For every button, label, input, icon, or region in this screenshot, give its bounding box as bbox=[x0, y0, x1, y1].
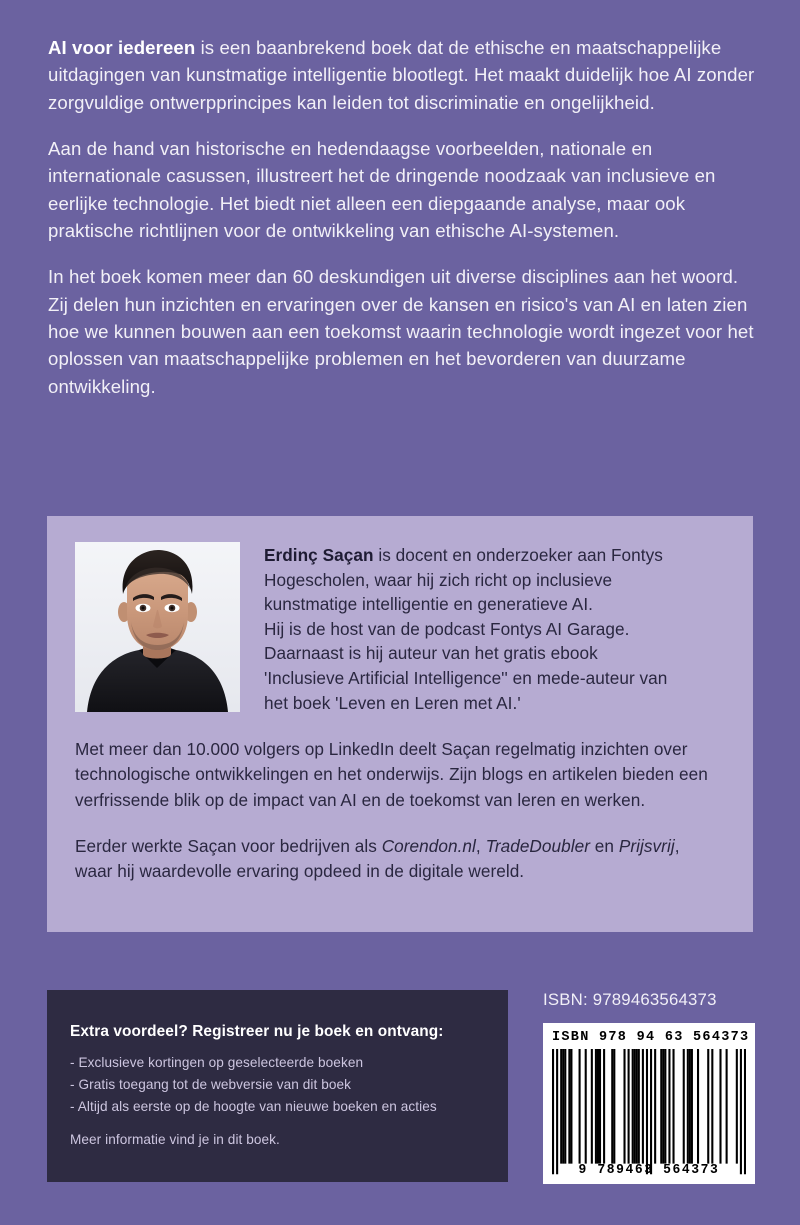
bio-companies-sep-2: en bbox=[589, 836, 619, 856]
author-name: Erdinç Saçan bbox=[264, 545, 374, 565]
blurb-paragraph-2: Aan de hand van historische en hedendaagse voorbeelden, nationale en internationale casussen, illustreert het de dringende noodzaak van inclusieve en eerlijke technologie. Het biedt niet alleen een diepgaande analyse, maar ook praktische richtlijnen voor de ontwikkeling van ethische AI-systemen. bbox=[48, 137, 716, 241]
blurb-paragraph-1 bbox=[48, 34, 756, 116]
bio-companies-paragraph bbox=[75, 834, 721, 885]
bio-intro-line-0: is docent en onderzoeker aan Fontys bbox=[373, 545, 663, 565]
bio-top-row bbox=[75, 542, 727, 715]
bio-companies-sep-1: , bbox=[475, 836, 486, 856]
promo-item-2: - Gratis toegang tot de webversie van dit boek bbox=[70, 1077, 351, 1093]
barcode-top-text: ISBN 978 94 63 564373 bbox=[552, 1030, 750, 1045]
bio-intro-line-2: kunstmatige intelligentie en generatieve AI. bbox=[264, 594, 593, 615]
author-bio-intro bbox=[264, 542, 727, 715]
blurb-paragraph-3: In het boek komen meer dan 60 deskundigen uit diverse disciplines aan het woord. Zij delen hun inzichten en ervaringen over de kansen en risico's van AI en laten zien hoe we kunnen bouwen aan een toekomst waarin technologie wordt ingezet voor het oplossen van maatschappelijke problemen en het bevorderen van duurzame ontwikkeling. bbox=[48, 266, 754, 397]
bio-companies-lead: Eerder werkte Saçan voor bedrijven als bbox=[75, 836, 382, 856]
svg-text:9 789463 564373: 9 789463 564373 bbox=[578, 1162, 720, 1178]
bio-intro-line-1: Hogescholen, waar hij zich richt op inclusieve bbox=[264, 569, 613, 590]
company-prijsvrij: Prijsvrij bbox=[618, 836, 675, 856]
bio-intro-line-3: Hij is de host van de podcast Fontys AI Garage. bbox=[264, 618, 630, 639]
bio-intro-line-4: Daarnaast is hij auteur van het gratis ebook bbox=[264, 643, 598, 664]
bio-intro-line-6: het boek 'Leven en Leren met AI.' bbox=[264, 692, 521, 713]
promo-title: Extra voordeel? Registreer nu je boek en ontvang: bbox=[70, 1023, 444, 1040]
company-corendon: Corendon.nl bbox=[381, 836, 476, 856]
bio-intro-line-5: 'Inclusieve Artificial Intelligence'' en mede-auteur van bbox=[264, 667, 668, 688]
bio-linkedin-paragraph: Met meer dan 10.000 volgers op LinkedIn deelt Saçan regelmatig inzichten over technologische ontwikkelingen en het onderwijs. Zijn blogs en artikelen bieden een verfrissende blik op de impact van AI en de toekomst van leren en werken. bbox=[75, 739, 708, 810]
barcode-bars bbox=[552, 1049, 746, 1179]
author-bio-lower bbox=[75, 737, 727, 884]
company-tradedoubler: TradeDoubler bbox=[485, 836, 590, 856]
promo-footnote: Meer informatie vind je in dit boek. bbox=[70, 1132, 280, 1148]
book-title-bold: AI voor iedereen bbox=[48, 37, 196, 58]
bio-companies-tail: , waar hij waardevolle ervaring opdeed in de digitale wereld. bbox=[75, 836, 680, 882]
blurb-paragraph-1-text: is een baanbrekend boek dat de ethische en maatschappelijke uitdagingen van kunstmatige intelligentie blootlegt. Het maakt duidelijk hoe AI zonder zorgvuldige ontwerpprincipes kan leiden tot discriminatie en ongelijkheid. bbox=[48, 37, 755, 113]
author-portrait-photo bbox=[75, 542, 240, 712]
registration-promo-box bbox=[47, 990, 508, 1182]
isbn-barcode bbox=[543, 1023, 755, 1184]
back-cover-blurb bbox=[48, 34, 756, 400]
promo-item-1: - Exclusieve kortingen op geselecteerde boeken bbox=[70, 1055, 364, 1070]
author-bio-panel bbox=[47, 516, 753, 932]
promo-item-3: - Altijd als eerste op de hoogte van nieuwe boeken en acties bbox=[70, 1099, 437, 1115]
isbn-label: ISBN: 9789463564373 bbox=[543, 990, 717, 1009]
